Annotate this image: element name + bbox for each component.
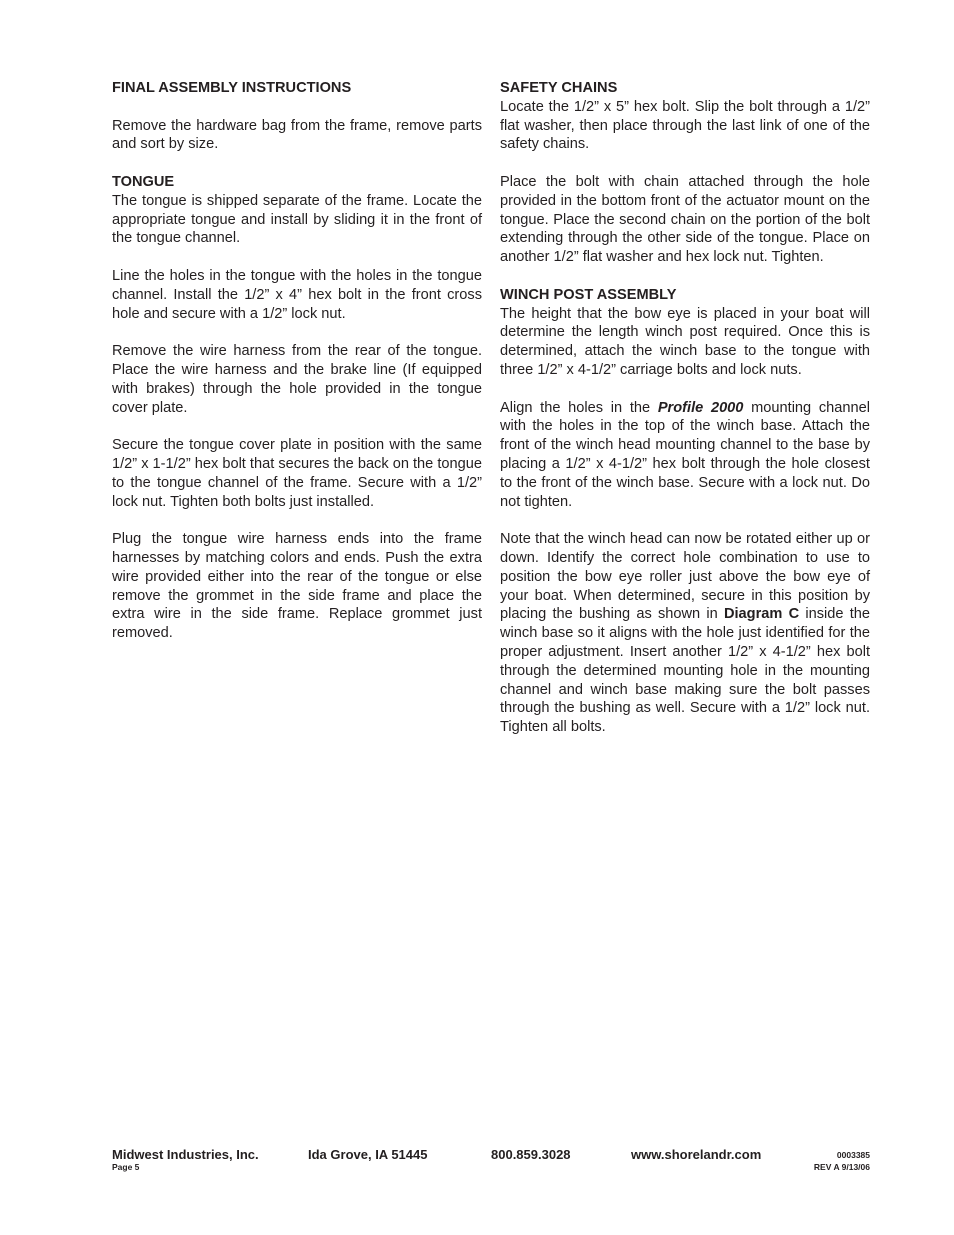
- winch-p2-text-before: Align the holes in the: [500, 399, 658, 416]
- left-column: [112, 79, 482, 643]
- tongue-paragraph-5: Plug the tongue wire harness ends into the frame harnesses by matching colors and ends. Push the extra wire provided either into the rear of the tongue or else remove the grommet in the side frame and place the extra wire in the side frame. Replace grommet just removed.: [112, 531, 482, 642]
- footer-website: www.shorelandr.com: [631, 1147, 762, 1162]
- diagram-reference: Diagram C: [723, 606, 800, 623]
- winch-paragraph-3: [500, 530, 870, 737]
- tongue-heading: TONGUE: [112, 173, 175, 190]
- winch-p2-text-after: mounting channel with the holes in the top of the winch base. Attach the front of the winch head mounting channel to the base by placing a 1/2” x 4-1/2” hex bolt through the hole closest to the front of the winch base. Secure with a lock nut. Do not tighten.: [500, 399, 870, 510]
- winch-paragraph-2: [500, 399, 870, 512]
- safety-chains-heading: SAFETY CHAINS: [500, 80, 618, 96]
- safety-paragraph-2: Place the bolt with chain attached through the hole provided in the bottom front of the actuator mount on the tongue. Place the second chain on the portion of the bolt extending through the other side of the tongue. Place on another 1/2” flat washer and hex lock nut. Tighten.: [500, 173, 870, 266]
- footer-doc-number: 0003385: [836, 1150, 870, 1160]
- footer-phone: 800.859.3028: [491, 1147, 571, 1162]
- footer-company: Midwest Industries, Inc.: [112, 1147, 259, 1162]
- intro-paragraph: Remove the hardware bag from the frame, remove parts and sort by size.: [112, 117, 482, 153]
- product-name: Profile 2000: [657, 399, 744, 416]
- safety-paragraph-1: Locate the 1/2” x 5” hex bolt. Slip the bolt through a 1/2” flat washer, then place through the last link of one of the safety chains.: [500, 98, 870, 153]
- tongue-paragraph-3: Remove the wire harness from the rear of the tongue. Place the wire harness and the brake line (If equipped with brakes) through the hole provided in the tongue cover plate.: [112, 343, 482, 416]
- tongue-paragraph-4: Secure the tongue cover plate in position with the same 1/2” x 1-1/2” hex bolt that secures the back on the tongue to the tongue channel of the frame. Secure with a 1/2” lock nut. Tighten both bolts just installed.: [112, 437, 482, 510]
- footer-revision: REV A 9/13/06: [813, 1162, 870, 1172]
- winch-paragraph-1: The height that the bow eye is placed in your boat will determine the length winch post required. Once this is determined, attach the winch base to the tongue with three 1/2” x 4-1/2” carriage bolts and lock nuts.: [500, 305, 870, 378]
- winch-p3-text-before: Note that the winch head can now be rotated either up or down. Identify the correct hole combination to use to position the bow eye roller just above the bow eye of your boat. When determined, secure in this position by placing the bushing as shown in: [500, 531, 870, 623]
- page-footer: [112, 1147, 870, 1177]
- winch-p3-text-after: inside the winch base so it aligns with the hole just identified for the proper adjustment. Insert another 1/2” x 4-1/2” hex bolt through the determined mounting hole in the mounting channel and winch base making sure the bolt passes through the bushing as well. Secure with a 1/2” lock nut. Tighten all bolts.: [500, 606, 870, 736]
- footer-city: Ida Grove, IA 51445: [308, 1147, 428, 1162]
- winch-post-heading: WINCH POST ASSEMBLY: [500, 286, 677, 303]
- footer-page-number: Page 5: [112, 1162, 140, 1172]
- final-assembly-heading: FINAL ASSEMBLY INSTRUCTIONS: [112, 80, 352, 96]
- right-column: [500, 79, 870, 737]
- tongue-paragraph-1: The tongue is shipped separate of the frame. Locate the appropriate tongue and install by sliding it in the front of the tongue channel.: [112, 192, 482, 247]
- tongue-paragraph-2: Line the holes in the tongue with the holes in the tongue channel. Install the 1/2” x 4” hex bolt in the front cross hole and secure with a 1/2” lock nut.: [112, 267, 482, 322]
